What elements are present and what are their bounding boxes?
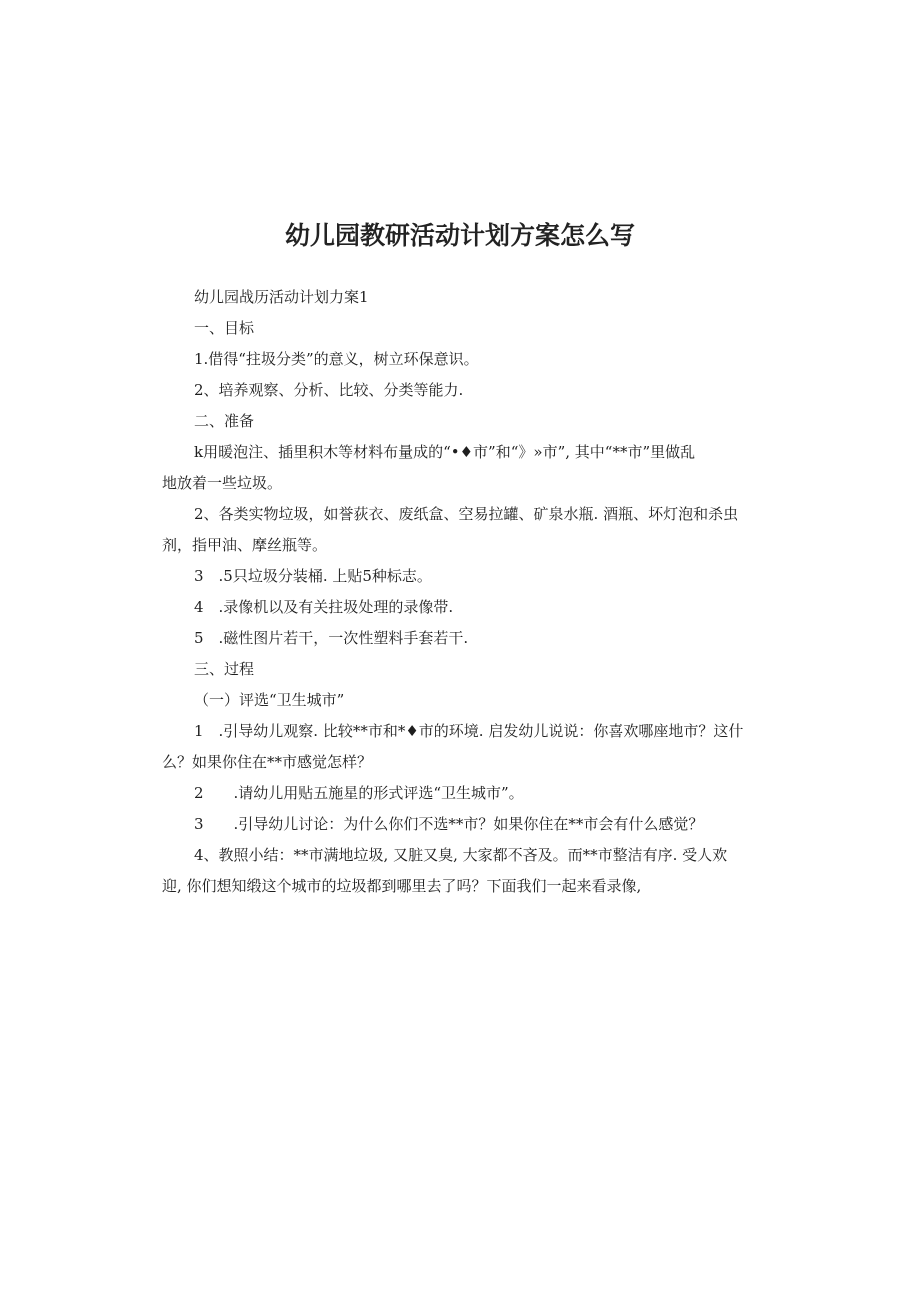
document-body — [162, 282, 762, 902]
section-heading-preparation: 二、准备 — [194, 412, 255, 430]
process-item-4-continued: 迎, 你们想知缎这个城市的垃圾都到哪里去了吗？下面我们一起来看录像, — [162, 877, 642, 895]
process-item-1-continued: 么？如果你住在**市感觉怎样？ — [162, 753, 373, 771]
process-item-1: 1 .引导幼儿观察. 比较**市和*♦市的环境. 启发幼儿说说：你喜欢哪座地市？这什 — [194, 722, 744, 740]
subsection-heading-selection: （一）评选“卫生城市” — [194, 691, 345, 709]
goal-item-2: 2、培养观察、分析、比较、分类等能力. — [194, 381, 464, 399]
goal-item-1: 1.借得“拄圾分类”的意义，树立环保意识。 — [194, 350, 479, 368]
plan-heading: 幼儿园战历活动计划力案1 — [194, 288, 369, 306]
process-item-4: 4、教照小结：**市满地垃圾, 又脏又臭, 大家都不吝及。而**市整洁有序. 受人欢 — [194, 846, 728, 864]
section-heading-process: 三、过程 — [194, 660, 255, 678]
prep-item-5: 5 .磁性图片若干，一次性塑料手套若干. — [194, 629, 469, 647]
prep-item-1: k用暖泡注、插里积木等材料布量成的“•♦市”和“》»市”, 其中“**市”里做乱 — [194, 443, 696, 461]
prep-item-1-continued: 地放着一些垃圾。 — [162, 474, 283, 492]
prep-item-3: 3 .5只垃圾分装桶. 上贴5种标志。 — [194, 567, 432, 585]
prep-item-4: 4 .录像机以及有关拄圾处理的录像带. — [194, 598, 454, 616]
section-heading-goals: 一、目标 — [194, 319, 255, 337]
process-item-2: 2 .请幼儿用贴五施星的形式评选“卫生城市”。 — [194, 784, 524, 802]
prep-item-2: 2、各类实物垃圾，如誉荻衣、废纸盒、空易拉罐、矿泉水瓶. 酒瓶、坏灯泡和杀虫 — [194, 505, 739, 523]
prep-item-2-continued: 剂，指甲油、摩丝瓶等。 — [162, 536, 328, 554]
process-item-3: 3 .引导幼儿讨论：为什么你们不选**市？如果你住在**市会有什么感觉？ — [194, 815, 704, 833]
document-title: 幼儿园教研活动计划方案怎么写 — [284, 221, 635, 250]
